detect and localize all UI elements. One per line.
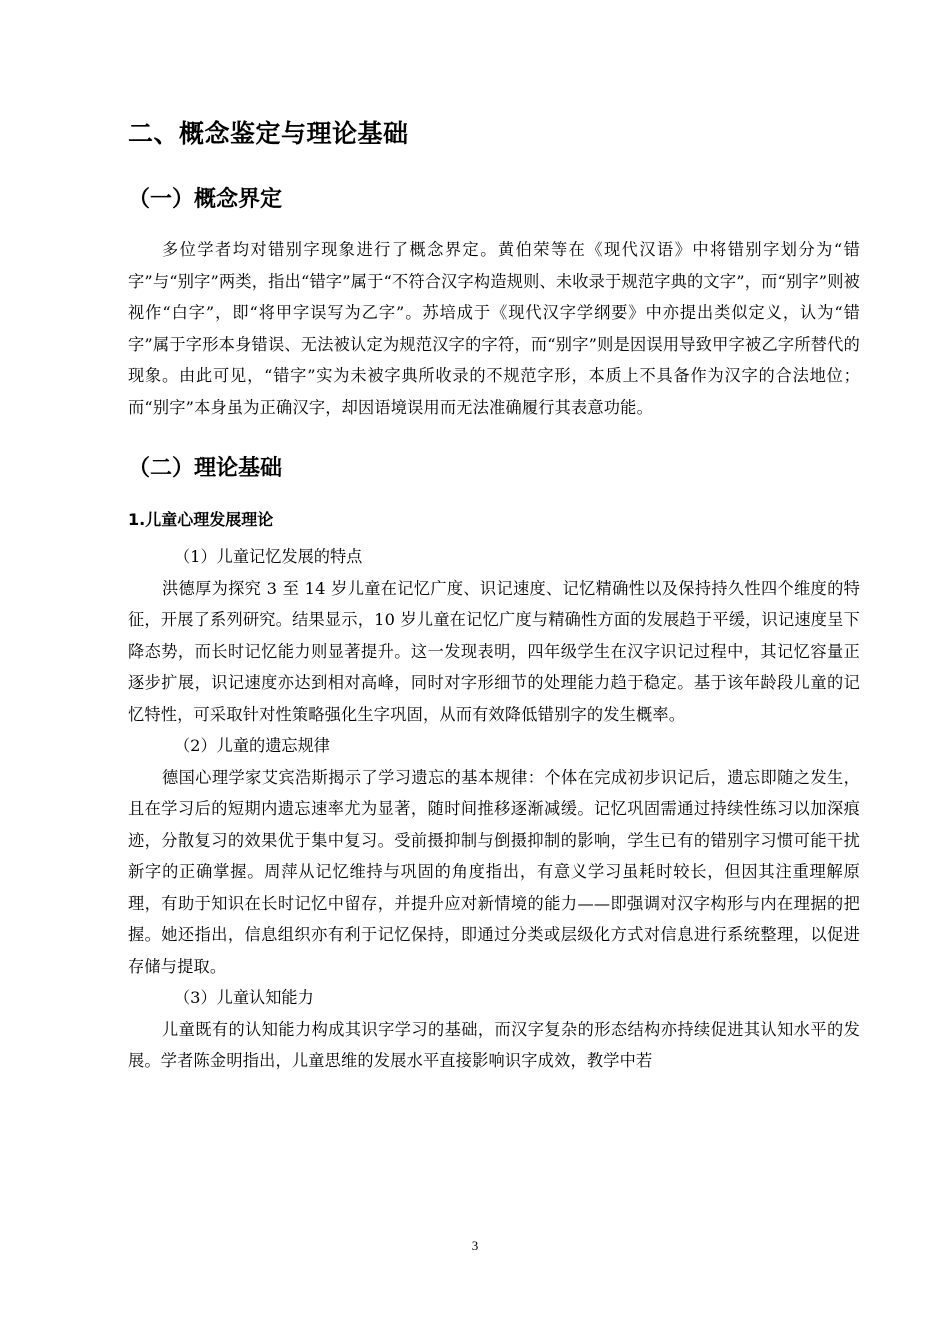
point-heading-cognition: （3）儿童认知能力 <box>174 988 314 1007</box>
theory-heading-child-psychology: 1.儿童心理发展理论 <box>128 510 274 529</box>
page-number: 3 <box>471 1238 479 1253</box>
cognition-paragraph: 儿童既有的认知能力构成其识字学习的基础，而汉字复杂的形态结构亦持续促进其认知水平的发展。学者陈金明指出，儿童思维的发展水平直接影响识字成效，教学中若 <box>128 1019 860 1070</box>
subsection-title-concept: （一）概念界定 <box>128 187 283 212</box>
section-title: 二、概念鉴定与理论基础 <box>128 119 409 148</box>
point-heading-memory: （1）儿童记忆发展的特点 <box>174 547 363 566</box>
point-heading-forgetting: （2）儿童的遗忘规律 <box>174 736 330 755</box>
subsection-title-theory: （二）理论基础 <box>128 456 283 481</box>
concept-paragraph: 多位学者均对错别字现象进行了概念界定。黄伯荣等在《现代汉语》中将错别字划分为“错字”与“别字”两类，指出“错字”属于“不符合汉字构造规则、未收录于规范字典的文字”，而“别字”则被视作“白字”，即“将甲字误写为乙字”。苏培成于《现代汉字学纲要》中亦提出类似定义，认为“错字”属于字形本身错误、无法被认定为规范汉字的字符，而“别字”则是因误用导致甲字被乙字所替代的现象。由此可见，“错字”实为未被字典所收录的不规范字形，本质上不具备作为汉字的合法地位；而“别字”本身虽为正确汉字，却因语境误用而无法准确履行其表意功能。 <box>128 240 860 417</box>
forgetting-paragraph: 德国心理学家艾宾浩斯揭示了学习遗忘的基本规律：个体在完成初步识记后，遗忘即随之发生，且在学习后的短期内遗忘速率尤为显著，随时间推移逐渐减缓。记忆巩固需通过持续性练习以加深痕迹，分散复习的效果优于集中复习。受前摄抑制与倒摄抑制的影响，学生已有的错别字习惯可能干扰新字的正确掌握。周萍从记忆维持与巩固的角度指出，有意义学习虽耗时较长，但因其注重理解原理，有助于知识在长时记忆中留存，并提升应对新情境的能力——即强调对汉字构形与内在理据的把握。她还指出，信息组织亦有利于记忆保持，即通过分类或层级化方式对信息进行系统整理，以促进存储与提取。 <box>128 767 860 976</box>
memory-paragraph: 洪德厚为探究 3 至 14 岁儿童在记忆广度、识记速度、记忆精确性以及保持持久性四个维度的特征，开展了系列研究。结果显示，10 岁儿童在记忆广度与精确性方面的发展趋于平缓，识记速度呈下降态势，而长时记忆能力则显著提升。这一发现表明，四年级学生在汉字识记过程中，其记忆容量正逐步扩展，识记速度亦达到相对高峰，同时对字形细节的处理能力趋于稳定。基于该年龄段儿童的记忆特性，可采取针对性策略强化生字巩固，从而有效降低错别字的发生概率。 <box>128 578 860 724</box>
page-content <box>128 112 860 1077</box>
